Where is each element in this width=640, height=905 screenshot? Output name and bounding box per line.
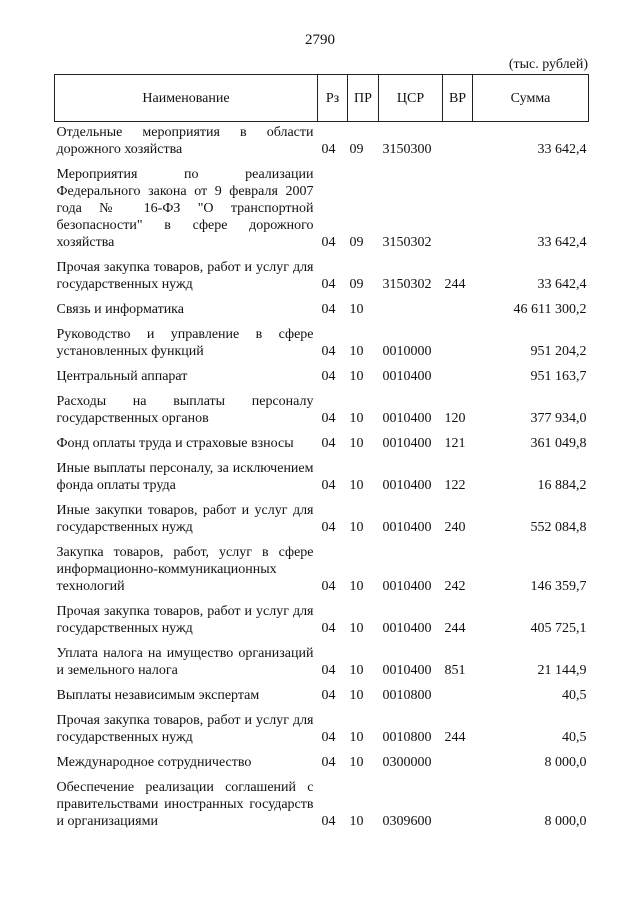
table-row [55, 687, 589, 706]
cell-csr: 0010400 [382, 663, 432, 678]
cell-sum: 33 642,4 [537, 142, 587, 157]
cell-sum: 16 884,2 [537, 478, 587, 493]
cell-rz: 04 [321, 730, 336, 745]
cell-vr: 244 [444, 621, 466, 636]
cell-rz: 04 [321, 755, 336, 770]
table-row [55, 603, 589, 639]
cell-vr: 240 [444, 520, 466, 535]
cell-pr: 10 [349, 344, 364, 359]
cell-rz: 04 [321, 436, 336, 451]
cell-csr: 3150302 [382, 277, 432, 292]
units-label: (тыс. рублей) [508, 57, 588, 72]
cell-csr: 0010800 [382, 730, 432, 745]
cell-name: Отдельные мероприятия в области дорожного хозяйства [56, 125, 314, 157]
cell-rz: 04 [321, 142, 336, 157]
cell-vr: 244 [444, 730, 466, 745]
cell-name: Прочая закупка товаров, работ и услуг для государственных нужд [56, 604, 314, 636]
cell-vr [443, 687, 473, 706]
cell-vr: 122 [444, 478, 466, 493]
cell-rz: 04 [321, 302, 336, 317]
cell-rz: 04 [321, 814, 336, 829]
cell-pr: 09 [349, 235, 364, 250]
table-row [55, 645, 589, 681]
cell-name: Прочая закупка товаров, работ и услуг для государственных нужд [56, 260, 314, 292]
cell-vr [443, 754, 473, 773]
table-row [55, 259, 589, 295]
header-csr: ЦСР [379, 75, 443, 122]
cell-rz: 04 [321, 277, 336, 292]
cell-csr: 0010800 [382, 688, 432, 703]
cell-vr [443, 779, 473, 832]
cell-name: Руководство и управление в сфере установленных функций [56, 327, 314, 359]
cell-csr: 0010000 [382, 344, 432, 359]
cell-pr: 10 [349, 579, 364, 594]
cell-csr: 0010400 [382, 411, 432, 426]
cell-pr: 10 [349, 520, 364, 535]
header-pr: ПР [348, 75, 379, 122]
cell-rz: 04 [321, 621, 336, 636]
cell-name: Обеспечение реализации соглашений с правительствами иностранных государств и организациями [56, 780, 314, 829]
cell-sum: 8 000,0 [544, 814, 587, 829]
cell-csr: 3150300 [382, 142, 432, 157]
cell-sum: 40,5 [562, 688, 587, 703]
cell-sum: 40,5 [562, 730, 587, 745]
cell-pr: 10 [349, 621, 364, 636]
cell-sum: 146 359,7 [530, 579, 587, 594]
cell-rz: 04 [321, 579, 336, 594]
table-row [55, 166, 589, 253]
cell-pr: 10 [349, 411, 364, 426]
cell-pr: 10 [349, 688, 364, 703]
cell-vr: 851 [444, 663, 466, 678]
cell-name: Связь и информатика [56, 302, 184, 317]
cell-sum: 46 611 300,2 [513, 302, 587, 317]
header-rz: Рз [318, 75, 348, 122]
cell-vr [443, 368, 473, 387]
cell-vr [443, 166, 473, 253]
cell-sum: 33 642,4 [537, 235, 587, 250]
cell-csr: 0010400 [382, 579, 432, 594]
cell-vr: 242 [444, 579, 466, 594]
cell-csr: 0010400 [382, 436, 432, 451]
cell-rz: 04 [321, 411, 336, 426]
cell-sum: 405 725,1 [530, 621, 587, 636]
table-row [55, 754, 589, 773]
cell-name: Прочая закупка товаров, работ и услуг для государственных нужд [56, 713, 314, 745]
cell-vr [443, 301, 473, 320]
table-row [55, 435, 589, 454]
cell-name: Международное сотрудничество [56, 755, 252, 770]
table-row [55, 368, 589, 387]
table-row [55, 779, 589, 832]
cell-rz: 04 [321, 688, 336, 703]
cell-pr: 10 [349, 478, 364, 493]
table-row [55, 124, 589, 160]
cell-sum: 8 000,0 [544, 755, 587, 770]
cell-sum: 377 934,0 [530, 411, 587, 426]
cell-vr: 121 [444, 436, 466, 451]
header-sum: Сумма [473, 75, 589, 122]
cell-csr: 0309600 [382, 814, 432, 829]
cell-rz: 04 [321, 520, 336, 535]
cell-sum: 951 163,7 [530, 369, 587, 384]
cell-rz: 04 [321, 344, 336, 359]
header-vr: ВР [443, 75, 473, 122]
cell-csr: 0010400 [382, 478, 432, 493]
cell-vr [443, 124, 473, 160]
cell-name: Мероприятия по реализации Федерального закона от 9 февраля 2007 года № 16-ФЗ "О транспортной безопасности" в сфере дорожного хозяйства [56, 167, 314, 250]
cell-vr [443, 326, 473, 362]
cell-rz: 04 [321, 235, 336, 250]
cell-pr: 10 [349, 730, 364, 745]
cell-pr: 10 [349, 369, 364, 384]
cell-sum: 361 049,8 [530, 436, 587, 451]
cell-sum: 951 204,2 [530, 344, 587, 359]
cell-name: Уплата налога на имущество организаций и земельного налога [56, 646, 314, 678]
cell-csr [379, 301, 443, 320]
budget-table [54, 74, 589, 832]
cell-pr: 10 [349, 436, 364, 451]
table-body [55, 122, 589, 833]
header-name: Наименование [55, 75, 318, 122]
cell-name: Иные выплаты персоналу, за исключением фонда оплаты труда [56, 461, 314, 493]
cell-csr: 3150302 [382, 235, 432, 250]
cell-name: Расходы на выплаты персоналу государственных органов [56, 394, 314, 426]
cell-pr: 10 [349, 663, 364, 678]
cell-csr: 0010400 [382, 621, 432, 636]
cell-pr: 10 [349, 814, 364, 829]
table-row [55, 544, 589, 597]
cell-name: Выплаты независимым экспертам [56, 688, 260, 703]
table-row [55, 301, 589, 320]
cell-vr: 120 [444, 411, 466, 426]
cell-pr: 09 [349, 277, 364, 292]
cell-sum: 21 144,9 [537, 663, 587, 678]
table-header [55, 75, 589, 122]
table-row [55, 326, 589, 362]
cell-csr: 0300000 [382, 755, 432, 770]
cell-rz: 04 [321, 478, 336, 493]
table-row [55, 393, 589, 429]
cell-pr: 09 [349, 142, 364, 157]
cell-rz: 04 [321, 369, 336, 384]
table-row [55, 712, 589, 748]
cell-name: Закупка товаров, работ, услуг в сфере информационно-коммуникационных технологий [56, 545, 314, 594]
cell-name: Иные закупки товаров, работ и услуг для государственных нужд [56, 503, 314, 535]
table-row [55, 502, 589, 538]
table-row [55, 460, 589, 496]
page-number: 2790 [305, 32, 335, 48]
cell-vr: 244 [444, 277, 466, 292]
cell-sum: 552 084,8 [530, 520, 587, 535]
cell-name: Центральный аппарат [56, 369, 188, 384]
cell-pr: 10 [349, 302, 364, 317]
cell-pr: 10 [349, 755, 364, 770]
cell-sum: 33 642,4 [537, 277, 587, 292]
cell-csr: 0010400 [382, 520, 432, 535]
cell-csr: 0010400 [382, 369, 432, 384]
cell-rz: 04 [321, 663, 336, 678]
cell-name: Фонд оплаты труда и страховые взносы [56, 436, 294, 451]
